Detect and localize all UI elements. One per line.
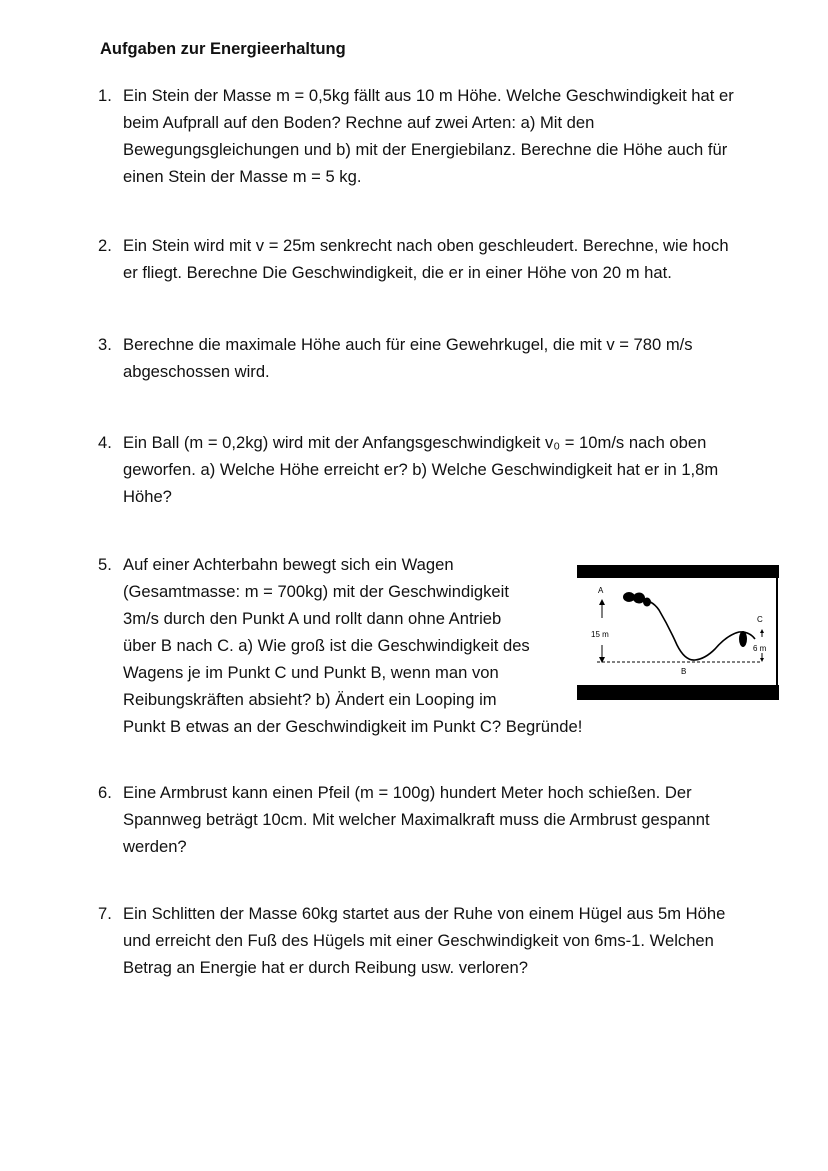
task-text: [123, 232, 729, 286]
label-a: A: [598, 586, 604, 595]
task-line: (Gesamtmasse: m = 700kg) mit der Geschwindigkeit: [123, 582, 509, 601]
task-line: abgeschossen wird.: [123, 362, 270, 381]
task-text: [123, 331, 693, 385]
task-number: 7.: [98, 904, 112, 923]
task-number: 1.: [98, 86, 112, 105]
track: [627, 599, 755, 660]
task-line: einen Stein der Masse m = 5 kg.: [123, 167, 362, 186]
task-text: [123, 900, 725, 981]
task-line: und erreicht den Fuß des Hügels mit einer Geschwindigkeit von 6ms-1. Welchen: [123, 931, 714, 950]
label-b: B: [681, 667, 687, 676]
car-at-c-icon: [739, 631, 747, 647]
task-line: Reibungskräften absieht? b) Ändert ein Looping im: [123, 690, 497, 709]
task-number: 6.: [98, 783, 112, 802]
task-text: [123, 429, 718, 510]
height-label-c: 6 m: [753, 644, 767, 653]
task-line: er fliegt. Berechne Die Geschwindigkeit, die er in einer Höhe von 20 m hat.: [123, 263, 672, 282]
task-number: 5.: [98, 555, 112, 574]
task-line: 3m/s durch den Punkt A und rollt dann ohne Antrieb: [123, 609, 502, 628]
task-text: [123, 82, 734, 190]
height-label-a: 15 m: [591, 630, 609, 639]
roller-coaster-diagram: [577, 565, 779, 700]
task-line: Betrag an Energie hat er durch Reibung usw. verloren?: [123, 958, 528, 977]
top-bar: [577, 565, 779, 578]
task-line: Ein Ball (m = 0,2kg) wird mit der Anfangsgeschwindigkeit v₀ = 10m/s nach oben: [123, 433, 707, 452]
task-text: [123, 551, 582, 740]
task-line: Berechne die maximale Höhe auch für eine Gewehrkugel, die mit v = 780 m/s: [123, 335, 693, 354]
task-number: 3.: [98, 335, 112, 354]
task-number: 2.: [98, 236, 112, 255]
task-line: Eine Armbrust kann einen Pfeil (m = 100g) hundert Meter hoch schießen. Der: [123, 783, 692, 802]
car-icon: [623, 592, 651, 607]
task-line: über B nach C. a) Wie groß ist die Geschwindigkeit des: [123, 636, 530, 655]
worksheet-title: Aufgaben zur Energieerhaltung: [100, 40, 346, 58]
task-line: Bewegungsgleichungen und b) mit der Energiebilanz. Berechne die Höhe auch für: [123, 140, 728, 159]
task-line: Ein Stein wird mit v = 25m senkrecht nach oben geschleudert. Berechne, wie hoch: [123, 236, 729, 255]
task-line: geworfen. a) Welche Höhe erreicht er? b) Welche Geschwindigkeit hat er in 1,8m: [123, 460, 719, 479]
task-line: Punkt B etwas an der Geschwindigkeit im Punkt C? Begründe!: [123, 717, 583, 736]
label-c: C: [757, 615, 763, 624]
task-line: Höhe?: [123, 487, 172, 506]
bottom-bar: [577, 685, 779, 700]
task-text: [123, 779, 710, 860]
task-line: Spannweg beträgt 10cm. Mit welcher Maximalkraft muss die Armbrust gespannt: [123, 810, 710, 829]
task-line: Auf einer Achterbahn bewegt sich ein Wagen: [123, 555, 454, 574]
task-line: werden?: [123, 837, 187, 856]
task-number: 4.: [98, 433, 112, 452]
task-line: Ein Stein der Masse m = 0,5kg fällt aus 10 m Höhe. Welche Geschwindigkeit hat er: [123, 86, 734, 105]
task-line: beim Aufprall auf den Boden? Rechne auf zwei Arten: a) Mit den: [123, 113, 595, 132]
roller-coaster-figure: [577, 565, 779, 700]
task-line: Wagens je im Punkt C und Punkt B, wenn man von: [123, 663, 499, 682]
task-line: Ein Schlitten der Masse 60kg startet aus der Ruhe von einem Hügel aus 5m Höhe: [123, 904, 726, 923]
